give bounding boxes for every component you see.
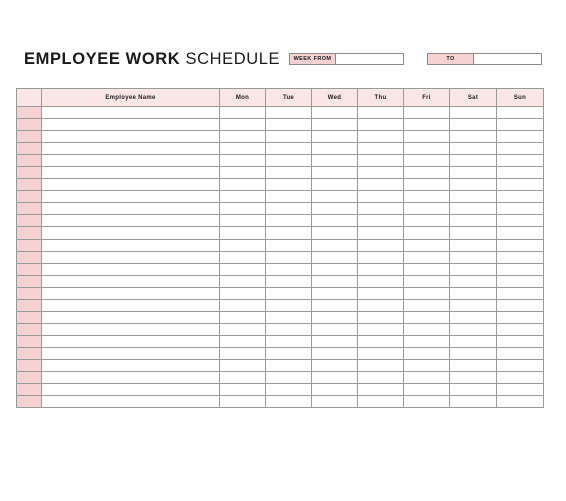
sat-cell[interactable] (450, 215, 497, 227)
sun-cell[interactable] (497, 239, 544, 251)
table-row (17, 239, 544, 251)
wed-cell[interactable] (312, 179, 358, 191)
sat-cell[interactable] (450, 107, 497, 119)
employee-name-cell[interactable] (42, 251, 220, 263)
fri-cell[interactable] (404, 347, 450, 359)
sun-cell[interactable] (497, 384, 544, 396)
table-row (17, 311, 544, 323)
mon-cell[interactable] (220, 323, 266, 335)
employee-name-cell[interactable] (42, 275, 220, 287)
header-thu: Thu (358, 89, 404, 107)
table-row (17, 347, 544, 359)
fri-cell[interactable] (404, 107, 450, 119)
sun-cell[interactable] (497, 251, 544, 263)
mon-cell[interactable] (220, 263, 266, 275)
employee-name-cell[interactable] (42, 239, 220, 251)
tue-cell[interactable] (266, 107, 312, 119)
wed-cell[interactable] (312, 119, 358, 131)
row-number-cell (17, 203, 42, 215)
table-row (17, 119, 544, 131)
sun-cell[interactable] (497, 287, 544, 299)
employee-name-cell[interactable] (42, 263, 220, 275)
fri-cell[interactable] (404, 384, 450, 396)
sat-cell[interactable] (450, 275, 497, 287)
fri-cell[interactable] (404, 359, 450, 371)
wed-cell[interactable] (312, 143, 358, 155)
tue-cell[interactable] (266, 155, 312, 167)
thu-cell[interactable] (358, 131, 404, 143)
tue-cell[interactable] (266, 143, 312, 155)
sat-cell[interactable] (450, 179, 497, 191)
wed-cell[interactable] (312, 275, 358, 287)
tue-cell[interactable] (266, 215, 312, 227)
row-number-cell (17, 323, 42, 335)
tue-cell[interactable] (266, 396, 312, 408)
sun-cell[interactable] (497, 359, 544, 371)
employee-name-cell[interactable] (42, 323, 220, 335)
sat-cell[interactable] (450, 347, 497, 359)
thu-cell[interactable] (358, 167, 404, 179)
tue-cell[interactable] (266, 191, 312, 203)
sun-cell[interactable] (497, 203, 544, 215)
table-row (17, 372, 544, 384)
sat-cell[interactable] (450, 203, 497, 215)
wed-cell[interactable] (312, 263, 358, 275)
header-tue: Tue (266, 89, 312, 107)
employee-name-cell[interactable] (42, 311, 220, 323)
table-row (17, 191, 544, 203)
fri-cell[interactable] (404, 372, 450, 384)
table-row (17, 335, 544, 347)
row-number-cell (17, 227, 42, 239)
sun-cell[interactable] (497, 179, 544, 191)
schedule-table (16, 88, 544, 408)
sat-cell[interactable] (450, 155, 497, 167)
employee-name-cell[interactable] (42, 131, 220, 143)
wed-cell[interactable] (312, 107, 358, 119)
mon-cell[interactable] (220, 396, 266, 408)
row-number-cell (17, 287, 42, 299)
mon-cell[interactable] (220, 107, 266, 119)
row-number-cell (17, 143, 42, 155)
sat-cell[interactable] (450, 384, 497, 396)
header-fri: Fri (404, 89, 450, 107)
wed-cell[interactable] (312, 396, 358, 408)
row-number-cell (17, 311, 42, 323)
fri-cell[interactable] (404, 396, 450, 408)
fri-cell[interactable] (404, 251, 450, 263)
row-number-cell (17, 119, 42, 131)
thu-cell[interactable] (358, 275, 404, 287)
fri-cell[interactable] (404, 263, 450, 275)
mon-cell[interactable] (220, 131, 266, 143)
wed-cell[interactable] (312, 131, 358, 143)
employee-name-cell[interactable] (42, 203, 220, 215)
fri-cell[interactable] (404, 215, 450, 227)
sat-cell[interactable] (450, 299, 497, 311)
table-row (17, 215, 544, 227)
tue-cell[interactable] (266, 131, 312, 143)
tue-cell[interactable] (266, 359, 312, 371)
sun-cell[interactable] (497, 396, 544, 408)
sat-cell[interactable] (450, 263, 497, 275)
mon-cell[interactable] (220, 143, 266, 155)
sun-cell[interactable] (497, 323, 544, 335)
fri-cell[interactable] (404, 299, 450, 311)
table-row (17, 299, 544, 311)
wed-cell[interactable] (312, 155, 358, 167)
sun-cell[interactable] (497, 191, 544, 203)
wed-cell[interactable] (312, 203, 358, 215)
fri-cell[interactable] (404, 179, 450, 191)
sat-cell[interactable] (450, 191, 497, 203)
table-row (17, 203, 544, 215)
mon-cell[interactable] (220, 155, 266, 167)
sat-cell[interactable] (450, 396, 497, 408)
mon-cell[interactable] (220, 215, 266, 227)
fri-cell[interactable] (404, 287, 450, 299)
employee-name-cell[interactable] (42, 119, 220, 131)
mon-cell[interactable] (220, 275, 266, 287)
wed-cell[interactable] (312, 287, 358, 299)
thu-cell[interactable] (358, 251, 404, 263)
thu-cell[interactable] (358, 335, 404, 347)
header-sun: Sun (497, 89, 544, 107)
tue-cell[interactable] (266, 275, 312, 287)
wed-cell[interactable] (312, 299, 358, 311)
row-number-cell (17, 251, 42, 263)
sat-cell[interactable] (450, 167, 497, 179)
mon-cell[interactable] (220, 203, 266, 215)
mon-cell[interactable] (220, 347, 266, 359)
title-bold: EMPLOYEE WORK (24, 50, 181, 68)
wed-cell[interactable] (312, 167, 358, 179)
fri-cell[interactable] (404, 119, 450, 131)
row-number-cell (17, 179, 42, 191)
fri-cell[interactable] (404, 155, 450, 167)
thu-cell[interactable] (358, 396, 404, 408)
mon-cell[interactable] (220, 119, 266, 131)
row-number-cell (17, 275, 42, 287)
schedule-body (17, 107, 544, 408)
tue-cell[interactable] (266, 335, 312, 347)
tue-cell[interactable] (266, 323, 312, 335)
row-number-cell (17, 215, 42, 227)
wed-cell[interactable] (312, 335, 358, 347)
table-row (17, 396, 544, 408)
employee-name-cell[interactable] (42, 143, 220, 155)
fri-cell[interactable] (404, 167, 450, 179)
row-number-cell (17, 167, 42, 179)
sat-cell[interactable] (450, 119, 497, 131)
fri-cell[interactable] (404, 335, 450, 347)
header-number (17, 89, 42, 107)
sat-cell[interactable] (450, 372, 497, 384)
table-row (17, 179, 544, 191)
fri-cell[interactable] (404, 203, 450, 215)
sat-cell[interactable] (450, 227, 497, 239)
sat-cell[interactable] (450, 287, 497, 299)
thu-cell[interactable] (358, 155, 404, 167)
tue-cell[interactable] (266, 251, 312, 263)
mon-cell[interactable] (220, 359, 266, 371)
week-from-label: WEEK FROM (290, 54, 336, 64)
thu-cell[interactable] (358, 203, 404, 215)
sun-cell[interactable] (497, 311, 544, 323)
mon-cell[interactable] (220, 372, 266, 384)
thu-cell[interactable] (358, 287, 404, 299)
table-row (17, 167, 544, 179)
table-row (17, 384, 544, 396)
wed-cell[interactable] (312, 372, 358, 384)
sun-cell[interactable] (497, 119, 544, 131)
header-wed: Wed (312, 89, 358, 107)
thu-cell[interactable] (358, 107, 404, 119)
mon-cell[interactable] (220, 335, 266, 347)
sun-cell[interactable] (497, 347, 544, 359)
wed-cell[interactable] (312, 215, 358, 227)
employee-name-cell[interactable] (42, 227, 220, 239)
mon-cell[interactable] (220, 287, 266, 299)
employee-name-cell[interactable] (42, 155, 220, 167)
sat-cell[interactable] (450, 359, 497, 371)
employee-name-cell[interactable] (42, 396, 220, 408)
week-from-input[interactable] (336, 54, 403, 64)
wed-cell[interactable] (312, 191, 358, 203)
employee-name-cell[interactable] (42, 107, 220, 119)
week-to-label: TO (428, 54, 474, 64)
fri-cell[interactable] (404, 275, 450, 287)
sun-cell[interactable] (497, 143, 544, 155)
page-title (24, 49, 280, 69)
row-number-cell (17, 396, 42, 408)
thu-cell[interactable] (358, 263, 404, 275)
sat-cell[interactable] (450, 335, 497, 347)
tue-cell[interactable] (266, 372, 312, 384)
tue-cell[interactable] (266, 287, 312, 299)
tue-cell[interactable] (266, 299, 312, 311)
fri-cell[interactable] (404, 143, 450, 155)
wed-cell[interactable] (312, 323, 358, 335)
table-row (17, 275, 544, 287)
wed-cell[interactable] (312, 239, 358, 251)
week-from-field[interactable] (289, 53, 404, 65)
row-number-cell (17, 191, 42, 203)
wed-cell[interactable] (312, 251, 358, 263)
fri-cell[interactable] (404, 131, 450, 143)
employee-name-cell[interactable] (42, 287, 220, 299)
table-row (17, 287, 544, 299)
sun-cell[interactable] (497, 155, 544, 167)
sun-cell[interactable] (497, 335, 544, 347)
fri-cell[interactable] (404, 239, 450, 251)
thu-cell[interactable] (358, 323, 404, 335)
mon-cell[interactable] (220, 167, 266, 179)
header-mon: Mon (220, 89, 266, 107)
row-number-cell (17, 335, 42, 347)
thu-cell[interactable] (358, 359, 404, 371)
thu-cell[interactable] (358, 179, 404, 191)
table-row (17, 107, 544, 119)
fri-cell[interactable] (404, 227, 450, 239)
tue-cell[interactable] (266, 203, 312, 215)
sat-cell[interactable] (450, 323, 497, 335)
table-row (17, 359, 544, 371)
table-row (17, 251, 544, 263)
row-number-cell (17, 155, 42, 167)
sat-cell[interactable] (450, 311, 497, 323)
header-employee-name: Employee Name (42, 89, 220, 107)
row-number-cell (17, 263, 42, 275)
fri-cell[interactable] (404, 191, 450, 203)
thu-cell[interactable] (358, 384, 404, 396)
week-to-input[interactable] (474, 54, 541, 64)
tue-cell[interactable] (266, 384, 312, 396)
sat-cell[interactable] (450, 143, 497, 155)
employee-name-cell[interactable] (42, 215, 220, 227)
mon-cell[interactable] (220, 227, 266, 239)
tue-cell[interactable] (266, 347, 312, 359)
employee-name-cell[interactable] (42, 347, 220, 359)
mon-cell[interactable] (220, 311, 266, 323)
table-row (17, 143, 544, 155)
sun-cell[interactable] (497, 215, 544, 227)
thu-cell[interactable] (358, 239, 404, 251)
mon-cell[interactable] (220, 239, 266, 251)
tue-cell[interactable] (266, 311, 312, 323)
wed-cell[interactable] (312, 384, 358, 396)
table-row (17, 155, 544, 167)
sun-cell[interactable] (497, 299, 544, 311)
sun-cell[interactable] (497, 372, 544, 384)
wed-cell[interactable] (312, 311, 358, 323)
mon-cell[interactable] (220, 191, 266, 203)
tue-cell[interactable] (266, 239, 312, 251)
mon-cell[interactable] (220, 299, 266, 311)
wed-cell[interactable] (312, 347, 358, 359)
employee-name-cell[interactable] (42, 299, 220, 311)
table-row (17, 323, 544, 335)
thu-cell[interactable] (358, 372, 404, 384)
title-light: SCHEDULE (185, 50, 281, 68)
tue-cell[interactable] (266, 263, 312, 275)
thu-cell[interactable] (358, 119, 404, 131)
employee-name-cell[interactable] (42, 179, 220, 191)
row-number-cell (17, 239, 42, 251)
wed-cell[interactable] (312, 359, 358, 371)
header-row (17, 89, 544, 107)
row-number-cell (17, 347, 42, 359)
employee-name-cell[interactable] (42, 372, 220, 384)
sat-cell[interactable] (450, 131, 497, 143)
employee-name-cell[interactable] (42, 191, 220, 203)
tue-cell[interactable] (266, 167, 312, 179)
employee-name-cell[interactable] (42, 335, 220, 347)
sun-cell[interactable] (497, 275, 544, 287)
row-number-cell (17, 384, 42, 396)
employee-name-cell[interactable] (42, 359, 220, 371)
table-row (17, 131, 544, 143)
thu-cell[interactable] (358, 143, 404, 155)
mon-cell[interactable] (220, 179, 266, 191)
mon-cell[interactable] (220, 384, 266, 396)
sun-cell[interactable] (497, 227, 544, 239)
row-number-cell (17, 107, 42, 119)
thu-cell[interactable] (358, 215, 404, 227)
thu-cell[interactable] (358, 299, 404, 311)
row-number-cell (17, 131, 42, 143)
tue-cell[interactable] (266, 227, 312, 239)
sun-cell[interactable] (497, 107, 544, 119)
sun-cell[interactable] (497, 131, 544, 143)
fri-cell[interactable] (404, 323, 450, 335)
fri-cell[interactable] (404, 311, 450, 323)
mon-cell[interactable] (220, 251, 266, 263)
employee-name-cell[interactable] (42, 167, 220, 179)
wed-cell[interactable] (312, 227, 358, 239)
header-sat: Sat (450, 89, 497, 107)
week-to-field[interactable] (427, 53, 542, 65)
table-row (17, 227, 544, 239)
sat-cell[interactable] (450, 251, 497, 263)
sat-cell[interactable] (450, 239, 497, 251)
row-number-cell (17, 372, 42, 384)
thu-cell[interactable] (358, 227, 404, 239)
thu-cell[interactable] (358, 311, 404, 323)
employee-name-cell[interactable] (42, 384, 220, 396)
sun-cell[interactable] (497, 167, 544, 179)
tue-cell[interactable] (266, 179, 312, 191)
thu-cell[interactable] (358, 191, 404, 203)
thu-cell[interactable] (358, 347, 404, 359)
sun-cell[interactable] (497, 263, 544, 275)
table-row (17, 263, 544, 275)
row-number-cell (17, 359, 42, 371)
tue-cell[interactable] (266, 119, 312, 131)
row-number-cell (17, 299, 42, 311)
